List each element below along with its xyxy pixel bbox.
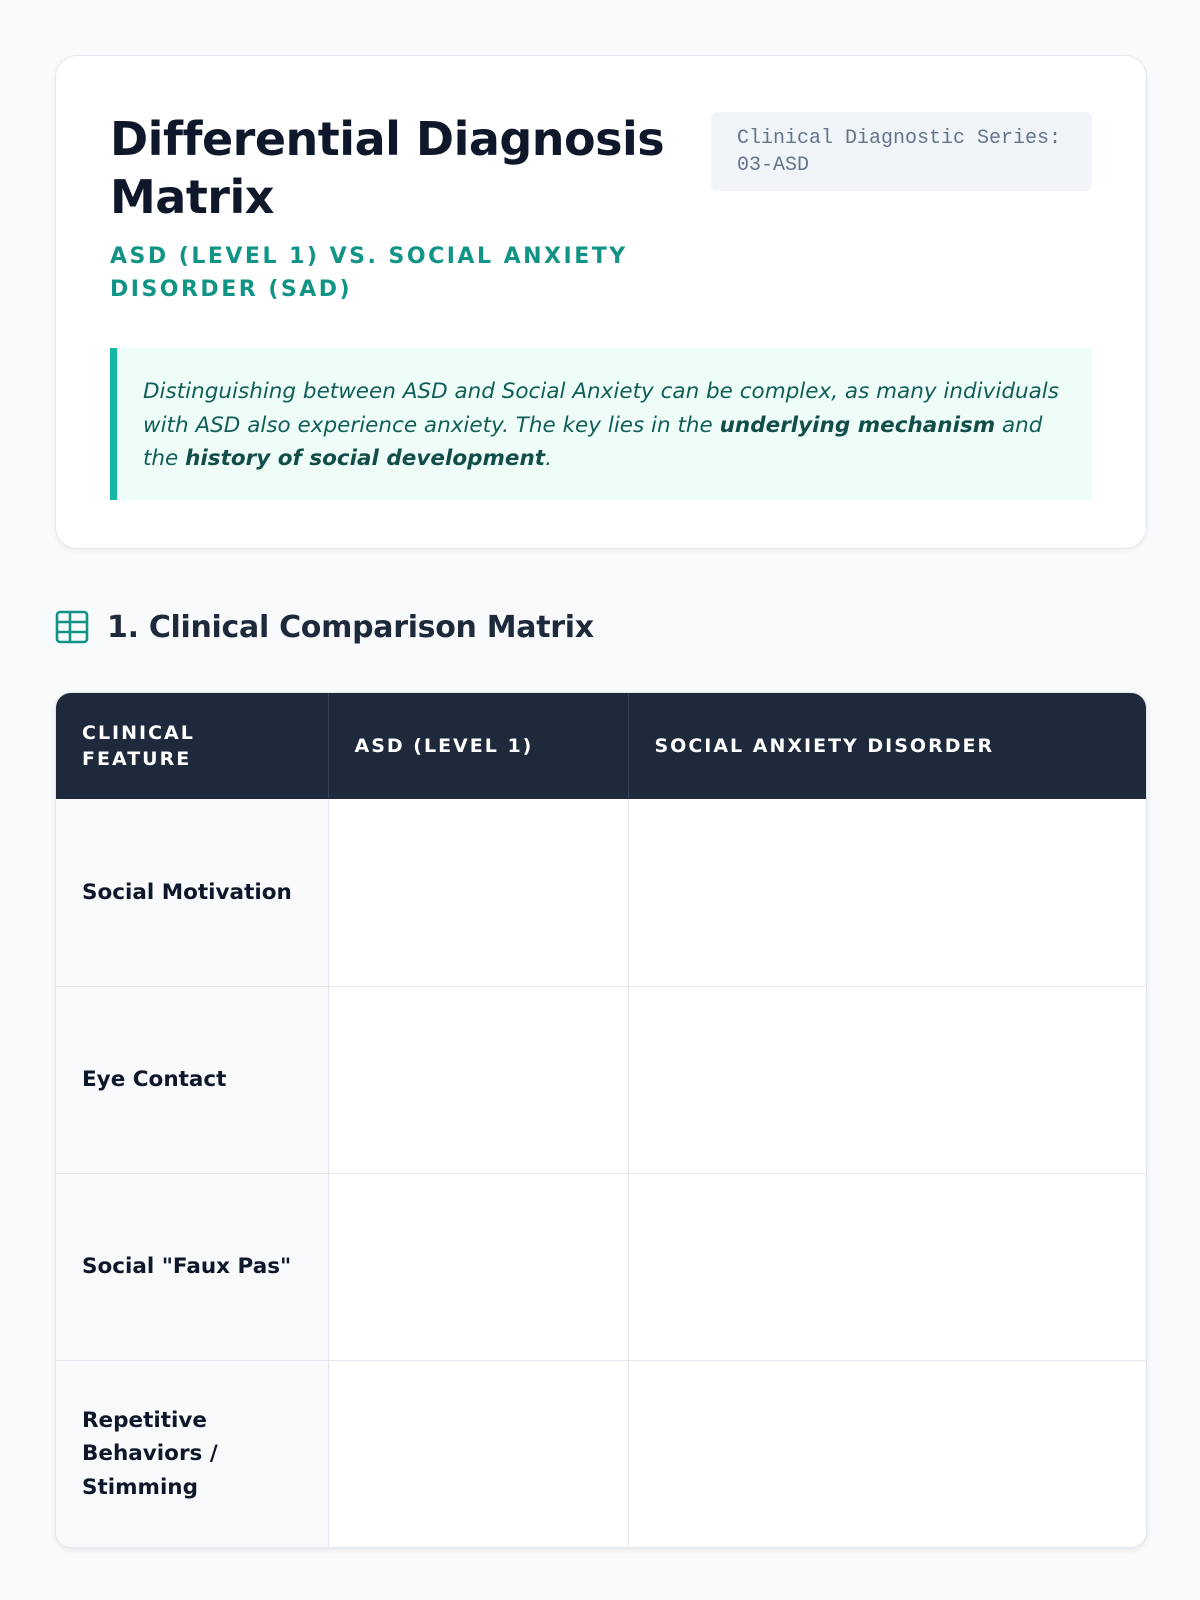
page-title: Differential Diagnosis Matrix <box>110 112 665 224</box>
intro-callout <box>110 348 1092 500</box>
row-feature-cell: Eye Contact <box>56 986 328 1173</box>
table-icon <box>55 610 89 644</box>
series-tag: Clinical Diagnostic Series: 03-ASD <box>711 112 1092 191</box>
asd-cell <box>328 1173 628 1360</box>
intro-text-part2: and the <box>143 412 1043 471</box>
header-top <box>110 110 1092 306</box>
title-block <box>110 110 690 306</box>
column-header-feature: CLINICAL FEATURE <box>56 693 328 799</box>
row-feature-cell: Social Motivation <box>56 799 328 986</box>
sad-cell <box>628 986 1147 1173</box>
sad-cell <box>628 1173 1147 1360</box>
row-feature-cell: Social "Faux Pas" <box>56 1173 328 1360</box>
asd-cell <box>328 986 628 1173</box>
page-subtitle: ASD (LEVEL 1) VS. SOCIAL ANXIETY DISORDER (SAD) <box>110 244 628 302</box>
comparison-matrix <box>55 692 1147 1548</box>
table-row <box>56 986 1147 1173</box>
table-row <box>56 1360 1147 1547</box>
header-card <box>55 55 1147 549</box>
intro-emphasis-mechanism: underlying mechanism <box>719 412 996 438</box>
intro-text-part3: . <box>545 446 552 471</box>
column-header-asd: ASD (LEVEL 1) <box>328 693 628 799</box>
comparison-table <box>56 693 1147 1547</box>
sad-cell <box>628 799 1147 986</box>
row-feature-cell: Repetitive Behaviors / Stimming <box>56 1360 328 1547</box>
intro-emphasis-history: history of social development <box>185 446 546 471</box>
section-heading <box>55 607 1145 647</box>
intro-text-part1: Distinguishing between ASD and Social Anxiety can be complex, as many individuals with ASD also experience anxiety. The key lies in the <box>143 379 1059 438</box>
sad-cell <box>628 1360 1147 1547</box>
table-header-row <box>56 693 1147 799</box>
asd-cell <box>328 799 628 986</box>
column-header-sad: SOCIAL ANXIETY DISORDER <box>654 735 995 757</box>
section-title: 1. Clinical Comparison Matrix <box>107 609 594 645</box>
table-row <box>56 799 1147 986</box>
table-row <box>56 1173 1147 1360</box>
asd-cell <box>328 1360 628 1547</box>
